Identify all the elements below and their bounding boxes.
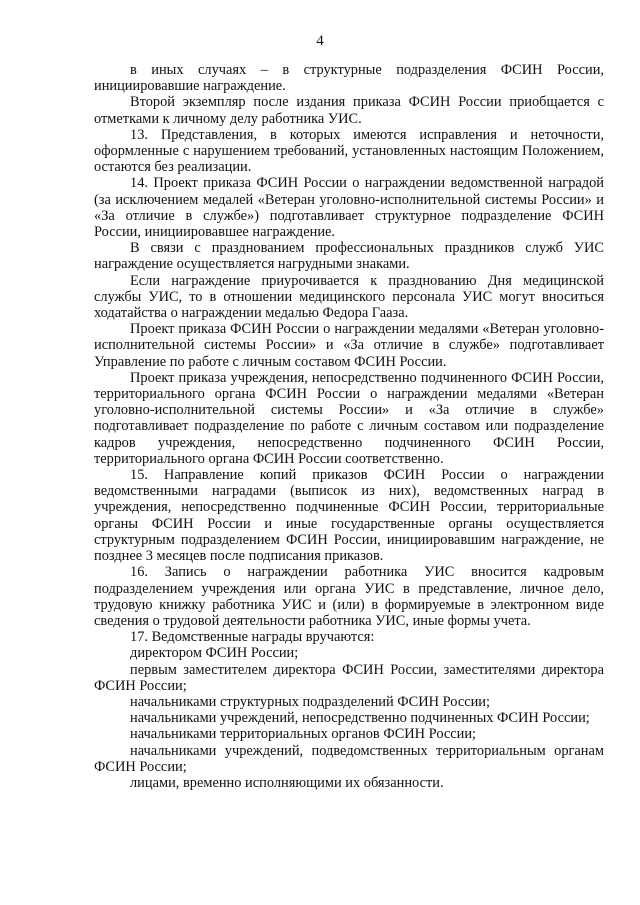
paragraph: 14. Проект приказа ФСИН России о награждении ведомственной наградой (за исключением медалей «Ветеран уголовно-исполнительной системы России» и «За отличие в службе») подготавливает структурное подразделение ФСИН России, инициировавшее награждение. — [94, 175, 604, 241]
paragraph: Если награждение приурочивается к празднованию Дня медицинской службы УИС, то в отношении медицинского персонала УИС могут вноситься ходатайства о награждении медалью Федора Гааза. — [94, 272, 604, 322]
list-item: лицами, временно исполняющими их обязанности. — [130, 774, 444, 791]
list-item: начальниками учреждений, непосредственно подчиненных ФСИН России; — [130, 710, 590, 727]
document-body — [94, 62, 604, 791]
paragraph: В связи с празднованием профессиональных праздников служб УИС награждение осуществляется нагрудными знаками. — [94, 240, 604, 273]
paragraph: Проект приказа ФСИН России о награждении медалями «Ветеран уголовно-исполнительной системы России» и «За отличие в службе» подготавливает Управление по работе с личным составом ФСИН России. — [94, 321, 604, 370]
page-number: 4 — [316, 33, 324, 49]
paragraph: 16. Запись о награждении работника УИС вносится кадровым подразделением учреждения или органа УИС в представление, личное дело, трудовую книжку работника УИС и (или) в формируемые в электронном виде сведения о трудовой деятельности работника УИС, иные формы учета. — [94, 564, 604, 629]
paragraph: в иных случаях – в структурные подразделения ФСИН России, инициировавшие награждение. — [94, 62, 604, 95]
list-item: начальниками территориальных органов ФСИН России; — [130, 726, 477, 743]
paragraph: Второй экземпляр после издания приказа ФСИН России приобщается с отметками к личному делу работника УИС. — [94, 94, 604, 127]
paragraph: Проект приказа учреждения, непосредственно подчиненного ФСИН России, территориального органа ФСИН России о награждении медалями «Ветеран уголовно-исполнительной системы России» и «За отличие в службе» подготавливает подразделение по работе с личным составом или подразделение кадров учреждения, непосредственно подчиненного ФСИН России, территориального органа ФСИН России соответственно. — [94, 369, 604, 467]
paragraph: 15. Направление копий приказов ФСИН России о награждении ведомственными наградами (выписок из них), ведомственных наград в учреждения, непосредственно подчиненные ФСИН России, территориальные органы ФСИН России и иные государственные органы осуществляется структурным подразделением ФСИН России, инициировавшим награждение, не позднее 3 месяцев после подписания приказов. — [94, 467, 604, 565]
list-item: начальниками учреждений, подведомственных территориальным органам ФСИН России; — [94, 742, 604, 775]
paragraph: 17. Ведомственные награды вручаются: — [130, 629, 375, 646]
paragraph: 13. Представления, в которых имеются исправления и неточности, оформленные с нарушением требований, установленных настоящим Положением, остаются без реализации. — [94, 126, 604, 176]
list-item: начальниками структурных подразделений ФСИН России; — [130, 693, 490, 710]
list-item: первым заместителем директора ФСИН России, заместителями директора ФСИН России; — [94, 661, 604, 694]
list-item: директором ФСИН России; — [130, 645, 299, 662]
